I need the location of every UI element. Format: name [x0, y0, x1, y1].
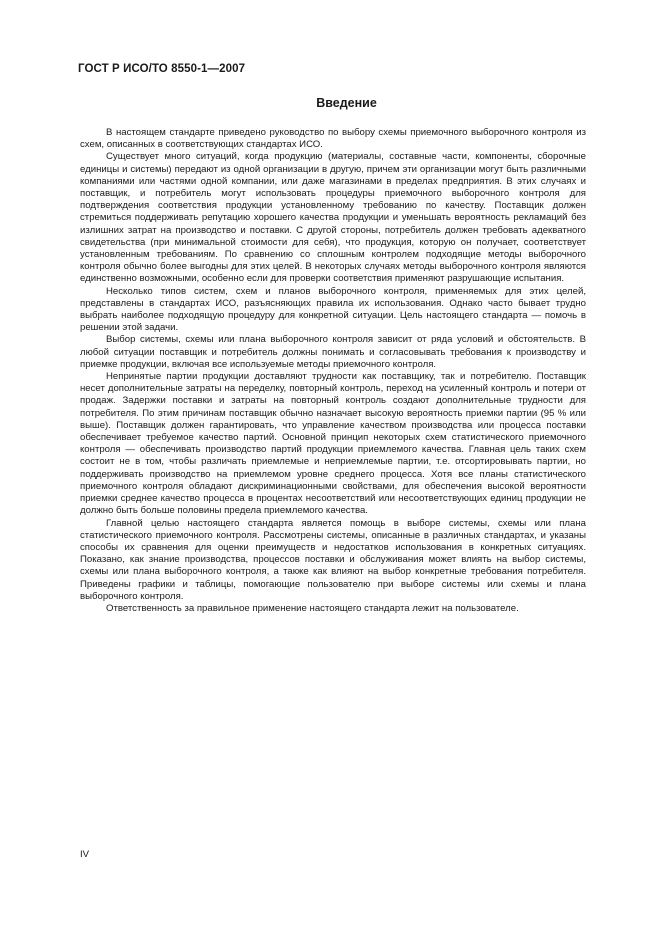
paragraph: Существует много ситуаций, когда продукцию (материалы, составные части, компоненты, сборочные единицы и системы) передают из одной организации в другую, причем эти организации могут быть различными компаниями или частями одной компании, или даже магазинами в пределах предприятия. В этих случаях и поставщик, и потребитель могут использовать процедуры приемочного выборочного контроля для подтверждения соответствия продукции установленному требованию по качеству. Поставщик должен стремиться поддерживать репутацию хорошего качества продукции и уменьшать вероятность рекламаций без излишних затрат на производство и поставки. С другой стороны, потребитель должен требовать адекватного свидетельства (при минимальной стоимости для себя), что продукция, которую он получает, соответствует установленным требованиям. По сравнению со сплошным контролем подходящие методы выборочного контроля обычно более выгодны для этих целей. В некоторых случаях методы выборочного контроля являются единственно возможными, особенно если для проверки соответствия применяют разрушающие испытания.	[80, 151, 586, 285]
paragraph: Главной целью настоящего стандарта является помощь в выборе системы, схемы или плана статистического приемочного контроля. Рассмотрены системы, описанные в различных стандартах, и указаны способы их сравнения для оценки преимуществ и недостатков использования в конкретных ситуациях. Показано, как знание производства, процессов поставки и обслуживания может влиять на выбор системы, схемы или плана выборочного контроля, а также как влияют на выбор конкретные требования потребителя. Приведены графики и таблицы, помогающие пользователю при выборе системы или схемы и плана выборочного контроля.	[80, 517, 586, 602]
paragraph: Несколько типов систем, схем и планов выборочного контроля, применяемых для этих целей, представлены в стандартах ИСО, разъясняющих правила их использования. Однако часто бывает трудно выбрать наиболее подходящую процедуру для конкретной ситуации. Цель настоящего стандарта — помочь в решении этой задачи.	[80, 285, 586, 334]
page-number: IV	[80, 849, 90, 860]
paragraph: В настоящем стандарте приведено руководство по выбору схемы приемочного выборочного контроля из схем, описанных в соответствующих стандартах ИСО.	[80, 127, 586, 151]
paragraph: Непринятые партии продукции доставляют трудности как поставщику, так и потребителю. Поставщик несет дополнительные затраты на переделку, повторный контроль, переход на усиленный контроль и потери от продаж. Задержки поставки и затраты на повторный контроль создают дополнительные трудности для потребителя. По этим причинам поставщик обычно назначает высокую вероятность приемки партии (95 % или выше). Поставщик должен гарантировать, что управление качеством производства или процесса поставки обеспечивает требуемое качество партий. Основной принцип некоторых схем статистического приемочного контроля — обеспечивать производство партий продукции приемлемого качества. Главная цель таких схем состоит не в том, чтобы различать приемлемые и неприемлемые партии, т.е. отсортировывать партии, но поддерживать производство на приемлемом уровне среднего процесса. Хотя все планы статистического приемочного контроля обладают дискриминационными свойствами, для обеспечения высокой вероятности приемки среднее качество процесса в процентах несоответствий или несоответствующих единиц продукции не должно быть больше половины предела приемлемого качества.	[80, 371, 586, 517]
paragraph: Ответственность за правильное применение настоящего стандарта лежит на пользователе.	[106, 602, 519, 614]
document-header: ГОСТ Р ИСО/ТО 8550-1—2007	[78, 63, 246, 75]
section-title: Введение	[316, 96, 377, 110]
body-text	[80, 127, 586, 615]
paragraph: Выбор системы, схемы или плана выборочного контроля зависит от ряда условий и обстоятельств. В любой ситуации поставщик и потребитель должны понимать и согласовывать требования к производству и приемке продукции, включая все используемые методы приемочного контроля.	[80, 334, 586, 370]
